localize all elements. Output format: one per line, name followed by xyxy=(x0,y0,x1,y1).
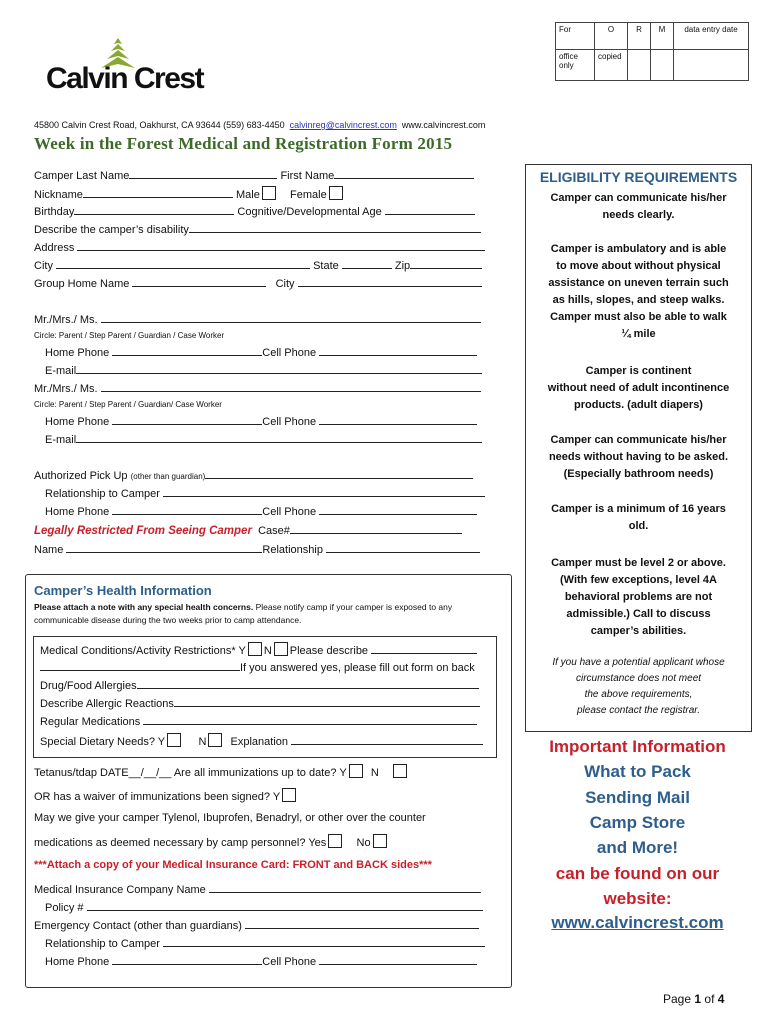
disability-field[interactable] xyxy=(189,222,481,233)
emergency-cell-phone-field[interactable] xyxy=(319,954,477,965)
office-o-cell: O xyxy=(595,23,628,50)
female-checkbox[interactable] xyxy=(329,186,343,200)
pickup-phone-row: Home Phone Cell Phone xyxy=(45,504,477,519)
medical-conditions-row: Medical Conditions/Activity Restrictions* Y N Please describe xyxy=(40,642,477,658)
insurance-company-field[interactable] xyxy=(209,882,481,893)
logo-wordmark: Calvin Crest xyxy=(46,62,204,95)
website-text: www.calvincrest.com xyxy=(401,120,486,130)
eligibility-ambulatory: Camper is ambulatory and is able to move about without physical assistance on uneven terrain such as hills, slopes, and steep walks. Camper must also be able to walk ¼ mile xyxy=(548,243,729,340)
pickup-relationship-field[interactable] xyxy=(163,486,485,497)
form-title: Week in the Forest Medical and Registration Form 2015 xyxy=(34,134,453,153)
eligibility-communicate: Camper can communicate his/her needs clearly. xyxy=(550,192,727,221)
first-name-field[interactable] xyxy=(334,168,474,179)
health-note-line2: communicable disease during the two weeks prior to camp attendance. xyxy=(34,615,302,625)
eligibility-age: Camper is a minimum of 16 years old. xyxy=(551,503,726,532)
immunizations-no-checkbox[interactable] xyxy=(393,764,407,778)
guardian2-email-field[interactable] xyxy=(76,432,482,443)
pickup-home-phone-field[interactable] xyxy=(112,504,262,515)
restricted-row: Legally Restricted From Seeing Camper Case# xyxy=(34,523,462,538)
restricted-name-row: Name Relationship xyxy=(34,542,480,557)
emergency-relationship-row: Relationship to Camper xyxy=(45,936,485,951)
guardian2-name-field[interactable] xyxy=(101,381,481,392)
if-yes-row: If you answered yes, please fill out form on back xyxy=(40,660,475,675)
office-copied-cell: copied xyxy=(595,50,628,81)
page-number: Page 1 of 4 xyxy=(663,992,725,1006)
restricted-relationship-field[interactable] xyxy=(326,542,480,553)
office-r-value xyxy=(628,50,651,81)
eligibility-title: ELIGIBILITY REQUIREMENTS xyxy=(539,169,738,185)
immunizations-yes-checkbox[interactable] xyxy=(349,764,363,778)
med-cond-no-checkbox[interactable] xyxy=(274,642,288,656)
address-row: Address xyxy=(34,240,485,255)
diet-yes-checkbox[interactable] xyxy=(167,733,181,747)
birthday-row: Birthday Cognitive/Developmental Age xyxy=(34,204,475,219)
otc-no-checkbox[interactable] xyxy=(373,834,387,848)
policy-row: Policy # xyxy=(45,900,483,915)
city-row: City State Zip xyxy=(34,258,482,273)
address-line: 45800 Calvin Crest Road, Oakhurst, CA 93644 (559) 683-4450 calvinreg@calvincrest.com www.calvincrest.com xyxy=(34,120,486,130)
pickup-row: Authorized Pick Up (other than guardian) xyxy=(34,468,473,484)
eligibility-level: Camper must be level 2 or above. (With few exceptions, level 4A behavioral problems are not admissible.) Call to discuss camper’s abilities. xyxy=(551,557,726,637)
nickname-row: Nickname Male Female xyxy=(34,186,345,202)
guardian2-email-row: E-mail xyxy=(45,432,482,447)
office-data-entry-cell: data entry date xyxy=(674,23,749,50)
group-home-row: Group Home Name City xyxy=(34,276,482,291)
pickup-relationship-row: Relationship to Camper xyxy=(45,486,485,501)
pickup-cell-phone-field[interactable] xyxy=(319,504,477,515)
emergency-relationship-field[interactable] xyxy=(163,936,485,947)
disability-row: Describe the camper’s disability xyxy=(34,222,481,237)
email-link[interactable]: calvinreg@calvincrest.com xyxy=(289,120,397,130)
eligibility-box xyxy=(525,164,752,732)
camper-last-name-field[interactable] xyxy=(129,168,277,179)
guardian1-name-row: Mr./Mrs./ Ms. xyxy=(34,312,481,327)
office-only-cell: office only xyxy=(556,50,595,81)
allergic-reactions-field[interactable] xyxy=(174,696,480,707)
diet-no-checkbox[interactable] xyxy=(208,733,222,747)
dietary-row: Special Dietary Needs? Y N Explanation xyxy=(40,733,483,749)
important-info-title: Important Information xyxy=(549,737,726,756)
guardian2-cell-phone-field[interactable] xyxy=(319,414,477,425)
guardian1-email-row: E-mail xyxy=(45,363,482,378)
emergency-phone-row: Home Phone Cell Phone xyxy=(45,954,477,969)
guardian1-phone-row: Home Phone Cell Phone xyxy=(45,345,477,360)
insurance-company-row: Medical Insurance Company Name xyxy=(34,882,481,897)
zip-field[interactable] xyxy=(410,258,482,269)
office-for-cell: For xyxy=(556,23,595,50)
office-r-cell: R xyxy=(628,23,651,50)
allergic-reactions-row: Describe Allergic Reactions xyxy=(40,696,480,711)
guardian1-email-field[interactable] xyxy=(76,363,482,374)
guardian1-name-field[interactable] xyxy=(101,312,481,323)
guardian2-home-phone-field[interactable] xyxy=(112,414,262,425)
circle1-note: Circle: Parent / Step Parent / Guardian / Case Worker xyxy=(34,331,225,340)
health-note: Please attach a note with any special health concerns. Please notify camp if your camper is exposed to any xyxy=(34,602,453,612)
regular-medications-row: Regular Medications xyxy=(40,714,477,729)
state-field[interactable] xyxy=(342,258,392,269)
address-field[interactable] xyxy=(77,240,485,251)
case-field[interactable] xyxy=(290,523,462,534)
office-m-cell: M xyxy=(651,23,674,50)
tylenol-row-2: medications as deemed necessary by camp personnel? Yes No xyxy=(34,834,389,850)
important-item-mail: Sending Mail xyxy=(585,788,690,807)
eligibility-continent: Camper is continent without need of adult incontinence products. (adult diapers) xyxy=(547,365,730,411)
office-m-value xyxy=(651,50,674,81)
important-website-label: website: xyxy=(603,889,672,908)
tylenol-row: May we give your camper Tylenol, Ibuprofen, Benadryl, or other over the counter xyxy=(34,812,426,824)
guardian1-cell-phone-field[interactable] xyxy=(319,345,477,356)
med-cond-describe-field[interactable] xyxy=(371,643,477,654)
otc-yes-checkbox[interactable] xyxy=(328,834,342,848)
policy-field[interactable] xyxy=(87,900,483,911)
birthday-field[interactable] xyxy=(74,204,234,215)
restricted-name-field[interactable] xyxy=(66,542,262,553)
office-use-table xyxy=(555,22,749,81)
guardian1-home-phone-field[interactable] xyxy=(112,345,262,356)
city-field[interactable] xyxy=(56,258,310,269)
important-item-store: Camp Store xyxy=(589,813,686,832)
med-cond-yes-checkbox[interactable] xyxy=(248,642,262,656)
eligibility-bathroom: Camper can communicate his/her needs without having to be asked. (Especially bathroom needs) xyxy=(548,434,729,480)
important-found-text: can be found on our xyxy=(555,864,720,883)
eligibility-contact-note: If you have a potential applicant whose circumstance does not meet the above requirements, please contact the registrar. xyxy=(552,657,725,716)
drug-allergies-row: Drug/Food Allergies xyxy=(40,678,479,693)
health-title: Camper’s Health Information xyxy=(34,583,212,598)
male-checkbox[interactable] xyxy=(262,186,276,200)
group-city-field[interactable] xyxy=(298,276,482,287)
important-item-more: and More! xyxy=(596,838,679,857)
office-date-value xyxy=(674,50,749,81)
pickup-field[interactable] xyxy=(205,468,473,479)
emergency-home-phone-field[interactable] xyxy=(112,954,262,965)
med-cond-line-field[interactable] xyxy=(40,660,240,671)
waiver-row: OR has a waiver of immunizations been signed? Y xyxy=(34,788,298,804)
circle2-note: Circle: Parent / Step Parent / Guardian/ Case Worker xyxy=(34,400,222,409)
diet-explanation-field[interactable] xyxy=(291,734,483,745)
guardian2-name-row: Mr./Mrs./ Ms. xyxy=(34,381,481,396)
dev-age-field[interactable] xyxy=(385,204,475,215)
emergency-contact-field[interactable] xyxy=(245,918,479,929)
nickname-field[interactable] xyxy=(83,187,233,198)
emergency-contact-row: Emergency Contact (other than guardians) xyxy=(34,918,479,933)
waiver-yes-checkbox[interactable] xyxy=(282,788,296,802)
regular-medications-field[interactable] xyxy=(143,714,477,725)
group-home-field[interactable] xyxy=(132,276,266,287)
guardian2-phone-row: Home Phone Cell Phone xyxy=(45,414,477,429)
important-item-pack: What to Pack xyxy=(584,762,691,781)
tetanus-row: Tetanus/tdap DATE__/__/__ Are all immunizations up to date? Y N xyxy=(34,764,409,780)
drug-allergies-field[interactable] xyxy=(137,678,479,689)
insurance-card-note: ***Attach a copy of your Medical Insurance Card: FRONT and BACK sides*** xyxy=(34,859,432,871)
camper-name-row: Camper Last Name First Name xyxy=(34,168,474,183)
website-link[interactable]: www.calvincrest.com xyxy=(551,913,724,932)
